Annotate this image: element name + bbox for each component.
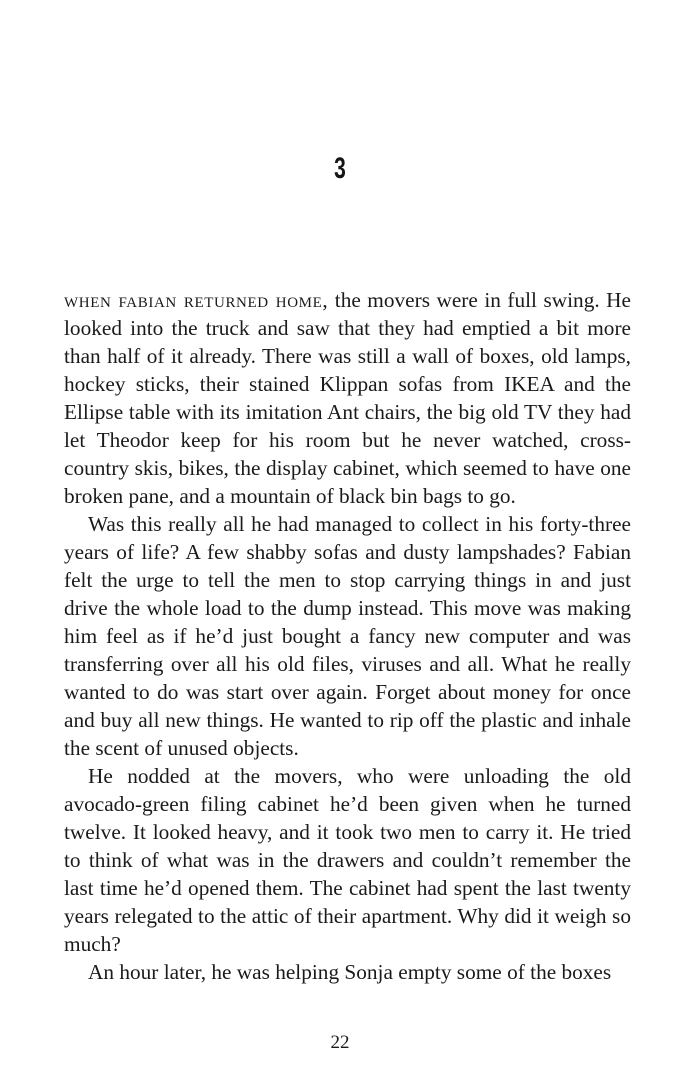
paragraph-lead-in: when fabian returned home, bbox=[64, 288, 329, 312]
chapter-body bbox=[64, 286, 631, 986]
paragraph-4: An hour later, he was helping Sonja empty some of the boxes bbox=[88, 960, 612, 984]
page-number: 22 bbox=[330, 1032, 350, 1053]
chapter-number: 3 bbox=[334, 152, 346, 185]
paragraph-1-text: the movers were in full swing. He looked into the truck and saw that they had emptied a bit more than half of it already. There was still a wall of boxes, old lamps, hockey sticks, their stained Klippan sofas from IKEA and the Ellipse table with its imitation Ant chairs, the big old TV they had let Theodor keep for his room but he never watched, cross-country skis, bikes, the display cabinet, which seemed to have one broken pane, and a mountain of black bin bags to go. bbox=[64, 288, 631, 508]
paragraph-2: Was this really all he had managed to collect in his forty-three years of life? A few shabby sofas and dusty lampshades? Fabian felt the urge to tell the men to stop carrying things in and just drive the whole load to the dump instead. This move was making him feel as if he’d just bought a fancy new computer and was transferring over all his old files, viruses and all. What he really wanted to do was start over again. Forget about money for once and buy all new things. He wanted to rip off the plastic and inhale the scent of unused objects. bbox=[64, 512, 631, 760]
paragraph-1 bbox=[64, 286, 631, 510]
paragraph-3: He nodded at the movers, who were unloading the old avocado-green filing cabinet he’d been given when he turned twelve. It looked heavy, and it took two men to carry it. He tried to think of what was in the drawers and couldn’t remember the last time he’d opened them. The cabinet had spent the last twenty years relegated to the attic of their apartment. Why did it weigh so much? bbox=[64, 764, 631, 956]
